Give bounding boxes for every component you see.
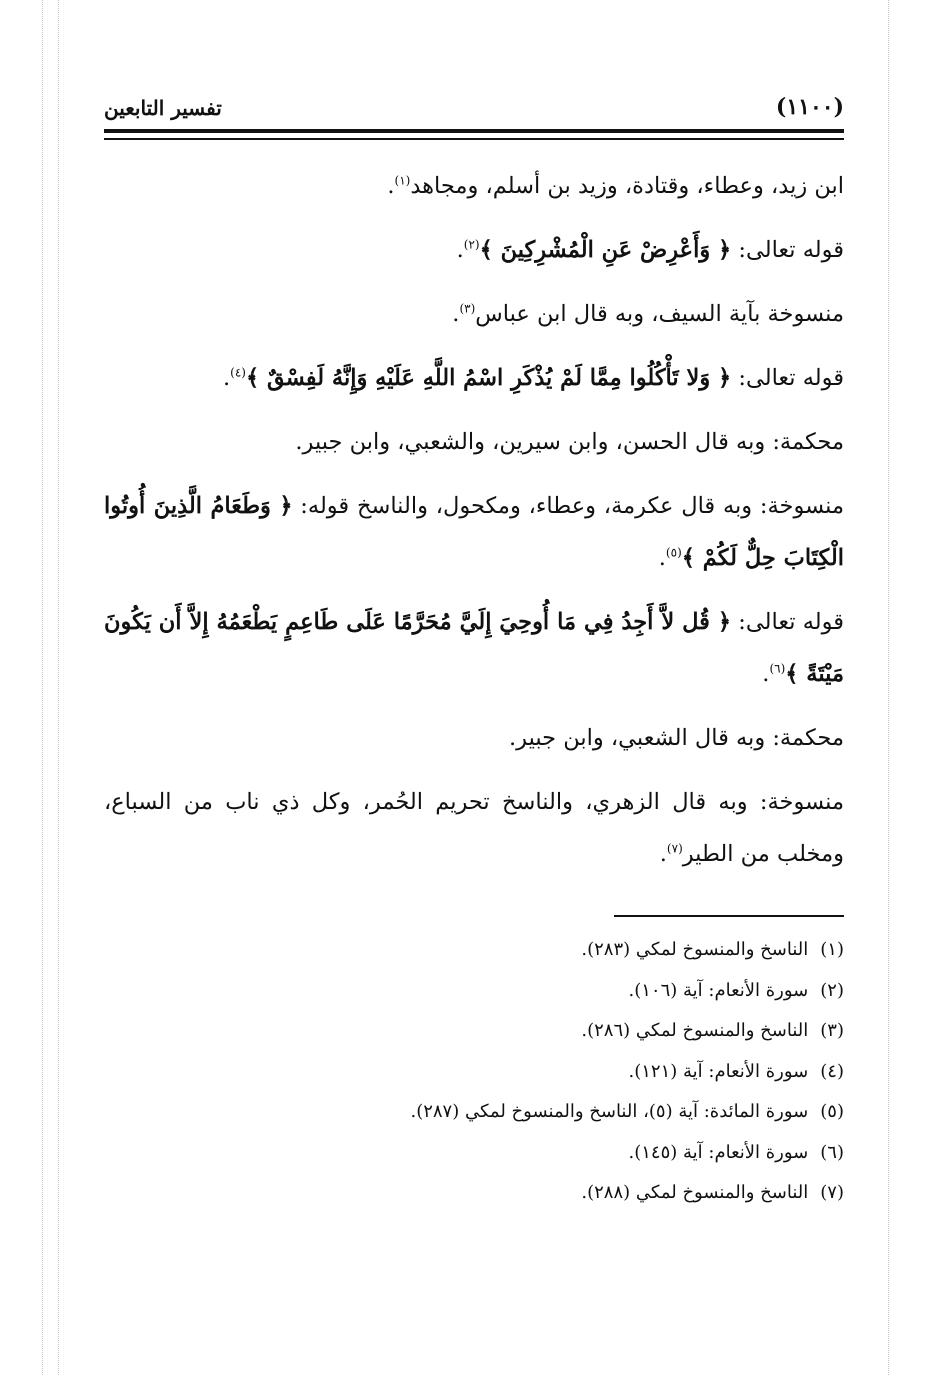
footnote-ref: (٦)	[769, 661, 786, 676]
page-header	[104, 94, 844, 134]
scan-edge-line	[888, 0, 889, 1375]
footnote-number: (٧)	[820, 1182, 844, 1203]
quran-verse: ﴿ قُل لاَّ أَجِدُ فِي مَا أُوحِيَ إِلَيَّ مُحَرَّمًا عَلَى طَاعِمٍ يَطْعَمُهُ إِلاَّ أَن يَكُونَ مَيْتَةً ﴾	[104, 609, 844, 687]
footnote-ref: (٥)	[665, 545, 682, 560]
footnote-number: (٢)	[820, 979, 844, 1001]
paragraph-text: محكمة: وبه قال الحسن، وابن سيرين، والشعبي، وابن جبير.	[295, 429, 844, 455]
paragraph	[104, 352, 844, 404]
paragraph-text: منسوخة: وبه قال الزهري، والناسخ تحريم الحُمر، وكل ذي ناب من السباع، ومخلب من الطير	[104, 789, 844, 867]
footnote-text: سورة المائدة: آية (٥)، الناسخ والمنسوخ لمكي (٢٨٧).	[410, 1101, 809, 1122]
quran-verse: ﴿ وَطَعَامُ الَّذِينَ أُوتُوا الْكِتَابَ حِلٌّ لَكُمْ ﴾	[104, 493, 844, 571]
paragraph-end: .	[387, 173, 395, 199]
footnote-item	[104, 1052, 844, 1093]
footnote-ref: (١)	[394, 173, 411, 188]
paragraph	[104, 224, 844, 276]
paragraph-text: منسوخة: وبه قال عكرمة، وعطاء، ومكحول، والناسخ قوله:	[292, 493, 845, 519]
footnote-number: (٦)	[820, 1141, 844, 1163]
footnote-item	[104, 1173, 844, 1214]
paragraph-text: محكمة: وبه قال الشعبي، وابن جبير.	[509, 725, 844, 751]
paragraph	[104, 712, 844, 764]
main-text	[104, 160, 844, 892]
paragraph-end: .	[456, 237, 464, 263]
footnote-item	[104, 930, 844, 971]
footnote-text: سورة الأنعام: آية (١٤٥).	[628, 1141, 809, 1163]
footnote-separator	[614, 915, 844, 917]
paragraph-end: .	[452, 301, 460, 327]
paragraph-end: .	[222, 365, 231, 391]
paragraph	[104, 596, 844, 700]
paragraph-end: .	[762, 661, 770, 687]
footnote-text: الناسخ والمنسوخ لمكي (٢٨٣).	[581, 939, 809, 960]
footnote-text: سورة الأنعام: آية (١٠٦).	[628, 979, 809, 1001]
footnote-ref: (٧)	[666, 841, 683, 856]
footnote-item	[104, 971, 844, 1012]
paragraph-text: قوله تعالى:	[731, 365, 844, 391]
book-title: تفسير التابعين	[104, 96, 222, 120]
paragraph	[104, 416, 844, 468]
paragraph-end: .	[658, 545, 666, 571]
quran-verse: ﴿ وَأَعْرِضْ عَنِ الْمُشْرِكِينَ ﴾	[479, 237, 732, 263]
footnote-item	[104, 1133, 844, 1174]
footnote-ref: (٤)	[230, 365, 246, 380]
footnote-item	[104, 1092, 844, 1133]
paragraph	[104, 288, 844, 340]
footnote-number: (٤)	[820, 1060, 844, 1082]
footnote-ref: (٢)	[463, 237, 480, 252]
footnote-number: (٣)	[820, 1020, 844, 1041]
paragraph	[104, 776, 844, 880]
footnotes	[104, 930, 844, 1214]
scan-edge-line	[42, 0, 43, 1375]
paragraph	[104, 480, 844, 584]
scan-edge-line	[58, 0, 59, 1375]
footnote-ref: (٣)	[459, 301, 476, 316]
footnote-number: (٥)	[820, 1101, 844, 1122]
header-rule-thin	[104, 138, 844, 140]
paragraph-text: قوله تعالى:	[731, 237, 844, 263]
footnote-text: الناسخ والمنسوخ لمكي (٢٨٨).	[581, 1182, 809, 1203]
page-number: (١١٠٠)	[775, 94, 844, 120]
footnote-text: الناسخ والمنسوخ لمكي (٢٨٦).	[581, 1020, 809, 1041]
paragraph-end: .	[659, 841, 667, 867]
paragraph-text: ابن زيد، وعطاء، وقتادة، وزيد بن أسلم، ومجاهد	[410, 173, 844, 199]
footnote-text: سورة الأنعام: آية (١٢١).	[628, 1060, 809, 1082]
paragraph-text: قوله تعالى:	[731, 609, 845, 635]
quran-verse: ﴿ وَلا تَأْكُلُوا مِمَّا لَمْ يُذْكَرِ اسْمُ اللَّهِ عَلَيْهِ وَإِنَّهُ لَفِسْقٌ ﴾	[245, 365, 732, 391]
footnote-item	[104, 1011, 844, 1052]
header-rule-thick	[104, 129, 844, 133]
footnote-number: (١)	[820, 939, 844, 960]
paragraph	[104, 160, 844, 212]
paragraph-text: منسوخة بآية السيف، وبه قال ابن عباس	[475, 301, 844, 327]
